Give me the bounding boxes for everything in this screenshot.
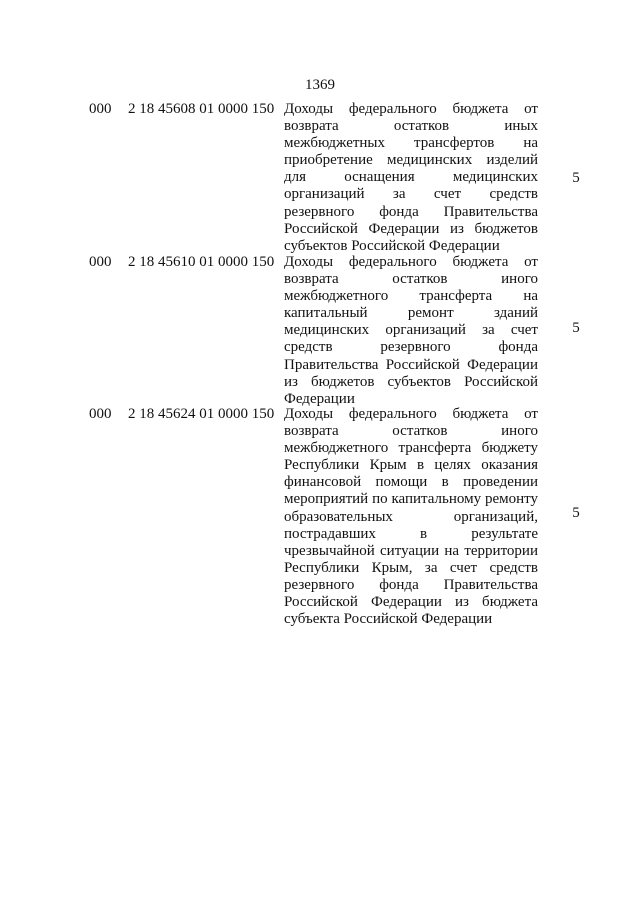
revenue-description: Доходы федерального бюджета от возврата остатков иного межбюджетного трансферта на капитальный ремонт зданий медицинских организаций за счет средств резервного фонда Правительства Российской Федерации из бюджетов субъектов Российской Федерации [284, 254, 538, 407]
admin-code: 000 [89, 406, 112, 422]
row-value: 5 [572, 170, 580, 186]
admin-code: 000 [89, 101, 112, 117]
kbk-code: 2 18 45624 01 0000 150 [128, 406, 275, 422]
kbk-code: 2 18 45610 01 0000 150 [128, 254, 275, 270]
row-value: 5 [572, 320, 580, 336]
admin-code: 000 [89, 254, 112, 270]
kbk-code: 2 18 45608 01 0000 150 [128, 101, 275, 117]
table-row [0, 405, 640, 628]
revenue-description: Доходы федерального бюджета от возврата остатков иного межбюджетного трансферта бюджету Республики Крым в целях оказания финансовой помощи в проведении мероприятий по капитальному ремонту образовательных организаций, пострадавших в результате чрезвычайной ситуации на территории Республики Крым, за счет средств резервного фонда Правительства Российской Федерации из бюджета субъекта Российской Федерации [284, 406, 538, 628]
row-value: 5 [572, 505, 580, 521]
revenue-description: Доходы федерального бюджета от возврата остатков иных межбюджетных трансфертов на приобретение медицинских изделий для оснащения медицинских организаций за счет средств резервного фонда Правительства Российской Федерации из бюджетов субъектов Российской Федерации [284, 101, 538, 254]
table-row [0, 100, 640, 254]
page-number: 1369 [305, 77, 335, 93]
table-row [0, 253, 640, 407]
